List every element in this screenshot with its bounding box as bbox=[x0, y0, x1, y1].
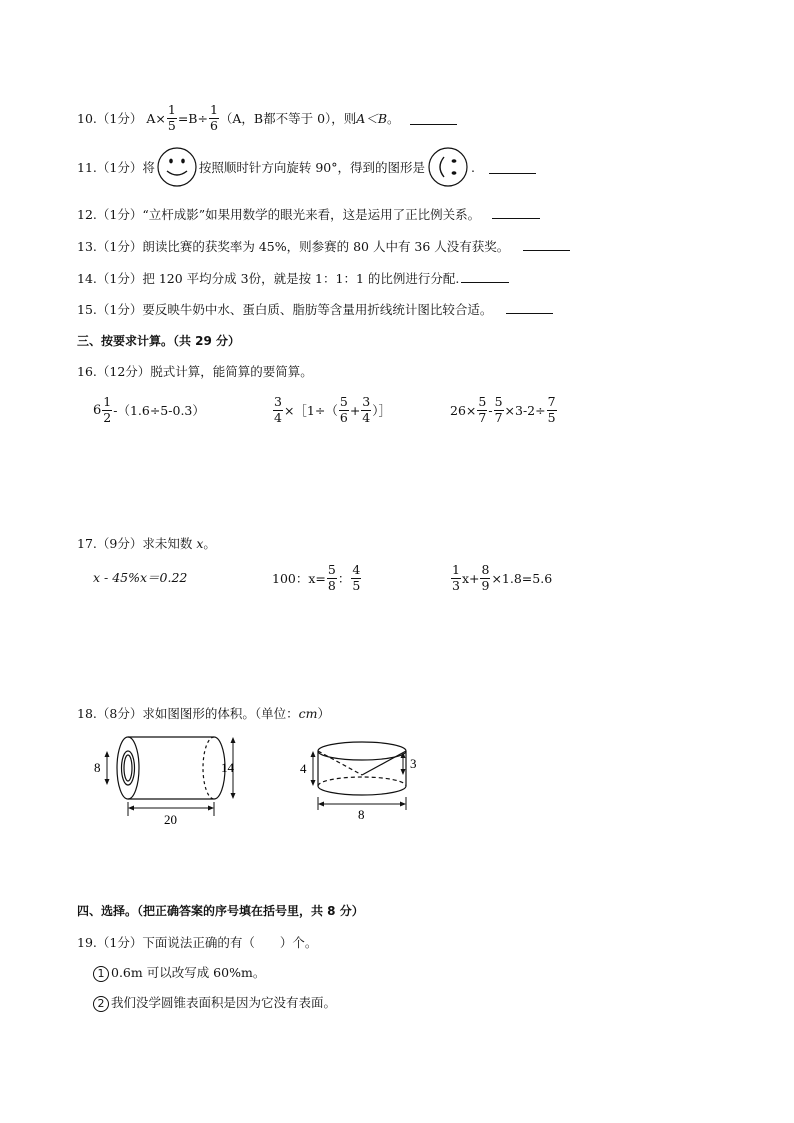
option-1 bbox=[93, 963, 265, 982]
answer-blank[interactable] bbox=[489, 161, 536, 174]
question-number: 15. bbox=[77, 302, 97, 317]
length-label: 20 bbox=[164, 812, 177, 825]
inner-diameter-label: 8 bbox=[94, 760, 101, 775]
equation-3 bbox=[450, 561, 552, 595]
question-text: “立杆成影”如果用数学的眼光来看，这是运用了正比例关系。 bbox=[142, 207, 481, 222]
question-14 bbox=[77, 269, 509, 287]
expression-text: 100：x= bbox=[272, 571, 326, 586]
height-left-label: 4 bbox=[300, 761, 307, 776]
expr-eq-b-div: =B÷ bbox=[177, 110, 208, 126]
fraction: $\frac{1}{2}$ bbox=[103, 394, 112, 425]
diameter-label: 8 bbox=[358, 807, 365, 822]
comparison: A＜B bbox=[356, 111, 388, 126]
section-heading: 四、选择。（把正确答案的序号填在括号里，共 8 分） bbox=[77, 904, 364, 918]
question-text: 朗读比赛的获奖率为 45%，则参赛的 80 人中有 36 人没有获奖。 bbox=[142, 239, 510, 254]
question-score: （1分） bbox=[96, 207, 143, 222]
question-number: 12. bbox=[77, 207, 97, 222]
question-number: 11. bbox=[77, 159, 97, 175]
answer-blank[interactable] bbox=[492, 206, 540, 219]
option-text: 我们没学圆锥表面积是因为它没有表面。 bbox=[111, 995, 337, 1010]
variable: x bbox=[196, 536, 204, 551]
option-text: 0.6m 可以改写成 60%m。 bbox=[111, 965, 266, 980]
question-text: （A，B都不等于 0），则 bbox=[219, 111, 357, 126]
question-number: 14. bbox=[77, 271, 97, 286]
period: . bbox=[471, 159, 475, 175]
fraction: $\frac{8}{9}$ bbox=[481, 562, 490, 593]
calc-expression-1 bbox=[93, 393, 205, 427]
label-text: 17.（9分）求未知数 bbox=[77, 536, 193, 551]
equation-2 bbox=[272, 561, 362, 595]
question-13 bbox=[77, 237, 570, 255]
fraction: $\frac{5}{7}$ bbox=[494, 394, 503, 425]
question-12 bbox=[77, 205, 540, 223]
expression-text: ×1.8=5.6 bbox=[491, 570, 553, 586]
fraction: $\frac{3}{4}$ bbox=[362, 394, 371, 425]
question-score: （1分） bbox=[96, 239, 143, 254]
option-2 bbox=[93, 993, 336, 1012]
fraction-1-5: $\frac{1}{5}$ bbox=[167, 102, 176, 133]
question-number: 10. bbox=[77, 110, 97, 126]
question-11 bbox=[77, 146, 536, 188]
period: 。 bbox=[203, 536, 216, 551]
colon: ： bbox=[337, 571, 351, 586]
question-16-label: 16.（12分）脱式计算，能简算的要简算。 bbox=[77, 364, 313, 379]
plus-sign: + bbox=[349, 402, 361, 418]
hollow-cylinder-figure bbox=[88, 730, 253, 825]
question-10 bbox=[77, 101, 457, 135]
fraction: $\frac{1}{3}$ bbox=[452, 562, 460, 593]
fraction: $\frac{5}{6}$ bbox=[339, 394, 348, 425]
question-15 bbox=[77, 300, 553, 318]
question-17-label bbox=[77, 534, 216, 552]
fraction: $\frac{4}{5}$ bbox=[352, 562, 361, 593]
mixed-whole: 6 bbox=[93, 402, 102, 418]
question-text: 按照顺时针方向旋转 90°，得到的图形是 bbox=[198, 160, 425, 175]
period: 。 bbox=[387, 111, 400, 126]
question-text: 要反映牛奶中水、蛋白质、脂肪等含量用折线统计图比较合适。 bbox=[142, 302, 493, 317]
equation-1: x - 45%x＝0.22 bbox=[93, 570, 188, 585]
answer-blank[interactable] bbox=[506, 301, 553, 314]
expression-text: -（1.6÷5-0.3） bbox=[113, 403, 205, 418]
answer-blank[interactable] bbox=[523, 238, 570, 251]
question-score: （1分） bbox=[96, 160, 143, 175]
section-heading: 三、按要求计算。（共 29 分） bbox=[77, 334, 241, 348]
circled-number-2: 2 bbox=[93, 996, 109, 1012]
question-19-label: 19.（1分）下面说法正确的有（ ）个。 bbox=[77, 935, 318, 950]
expression-text: x+ bbox=[461, 570, 480, 586]
calc-expression-3 bbox=[450, 393, 558, 427]
fraction: $\frac{5}{7}$ bbox=[478, 394, 487, 425]
unit: cm bbox=[298, 706, 318, 721]
question-score: （1分） bbox=[96, 302, 143, 317]
fraction-1-6: $\frac{1}{6}$ bbox=[209, 102, 218, 133]
label-text: 18.（8分）求如图图形的体积。（单位： bbox=[77, 706, 299, 721]
minus-sign: - bbox=[488, 402, 493, 418]
close-paren: ） bbox=[317, 706, 330, 721]
fraction: $\frac{7}{5}$ bbox=[547, 394, 556, 425]
expr-a-times: A× bbox=[146, 110, 166, 126]
expression-text: ×3-2÷ bbox=[504, 402, 546, 418]
question-score: （1分） bbox=[96, 111, 143, 126]
expression-text: 26× bbox=[450, 402, 477, 418]
question-18-label bbox=[77, 704, 330, 722]
question-score: （1分） bbox=[96, 271, 143, 286]
cylinder-cone-figure bbox=[296, 738, 426, 823]
outer-diameter-label: 14 bbox=[221, 760, 234, 775]
expression-text: ）］ bbox=[372, 403, 392, 418]
calc-expression-2 bbox=[272, 393, 391, 427]
smiley-face-icon bbox=[156, 146, 198, 188]
fraction: $\frac{5}{8}$ bbox=[327, 562, 336, 593]
question-text: 将 bbox=[142, 160, 155, 175]
cone-height-label: 3 bbox=[410, 756, 417, 771]
circled-number-1: 1 bbox=[93, 966, 109, 982]
answer-blank[interactable] bbox=[410, 112, 457, 125]
answer-blank[interactable] bbox=[461, 270, 509, 283]
fraction: $\frac{3}{4}$ bbox=[274, 394, 282, 425]
expression-text: ×［1÷（ bbox=[283, 403, 338, 418]
question-number: 13. bbox=[77, 239, 97, 254]
question-text: 把 120 平均分成 3份，就是按 1：1：1 的比例进行分配. bbox=[142, 271, 460, 286]
rotated-smiley-icon bbox=[427, 146, 469, 188]
